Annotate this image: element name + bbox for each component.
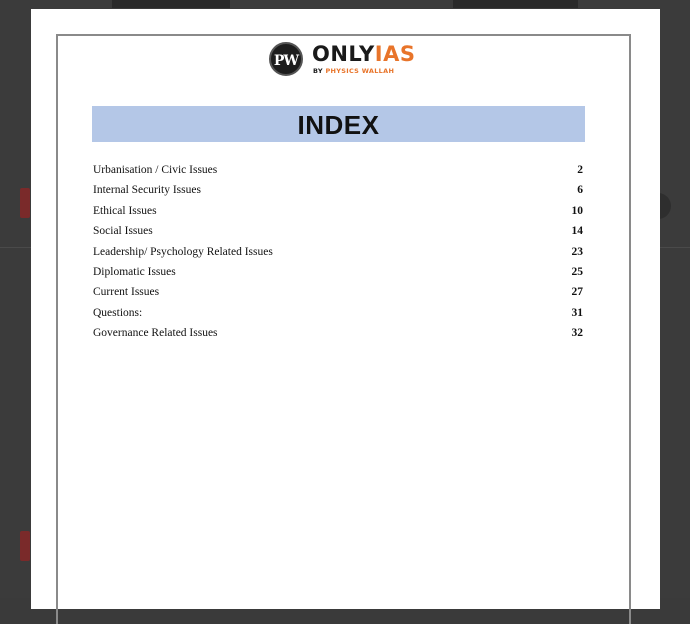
table-of-contents bbox=[93, 161, 583, 345]
toc-row bbox=[93, 181, 583, 201]
background-marker bbox=[20, 531, 30, 561]
toc-page-number: 31 bbox=[571, 306, 583, 319]
toc-row bbox=[93, 324, 583, 344]
toc-page-number: 23 bbox=[571, 245, 583, 258]
toc-row bbox=[93, 263, 583, 283]
index-banner bbox=[92, 106, 585, 142]
toc-label: Diplomatic Issues bbox=[93, 265, 176, 278]
brand-subtitle: BY PHYSICS WALLAH bbox=[313, 67, 395, 75]
toc-label: Questions: bbox=[93, 306, 143, 319]
brand-logo bbox=[31, 41, 660, 81]
toc-label: Current Issues bbox=[93, 286, 160, 299]
toc-label: Social Issues bbox=[93, 225, 153, 238]
toc-row bbox=[93, 304, 583, 324]
background-marker bbox=[20, 188, 30, 218]
toc-row bbox=[93, 243, 583, 263]
background-bar bbox=[453, 0, 578, 8]
toc-page-number: 10 bbox=[571, 204, 583, 217]
index-heading: INDEX bbox=[297, 110, 380, 140]
toc-label: Internal Security Issues bbox=[93, 184, 201, 197]
background-bar bbox=[112, 0, 230, 8]
toc-label: Leadership/ Psychology Related Issues bbox=[93, 245, 273, 258]
toc-row bbox=[93, 202, 583, 222]
toc-page-number: 6 bbox=[577, 184, 583, 197]
toc-page-number: 25 bbox=[571, 265, 583, 278]
toc-label: Urbanisation / Civic Issues bbox=[93, 164, 218, 176]
toc-row bbox=[93, 283, 583, 303]
toc-page-number: 14 bbox=[571, 225, 583, 238]
toc-label: Governance Related Issues bbox=[93, 327, 218, 340]
toc-label: Ethical Issues bbox=[93, 204, 157, 217]
brand-name: ONLYIAS bbox=[312, 42, 416, 66]
background-divider bbox=[0, 247, 31, 248]
toc-page-number: 2 bbox=[577, 164, 583, 176]
toc-row bbox=[93, 222, 583, 242]
background-divider bbox=[660, 247, 690, 248]
pw-logo-icon: PW bbox=[269, 42, 303, 76]
toc-page-number: 27 bbox=[571, 286, 583, 299]
toc-row bbox=[93, 161, 583, 181]
document-preview-modal bbox=[31, 9, 660, 609]
toc-page-number: 32 bbox=[571, 327, 583, 340]
